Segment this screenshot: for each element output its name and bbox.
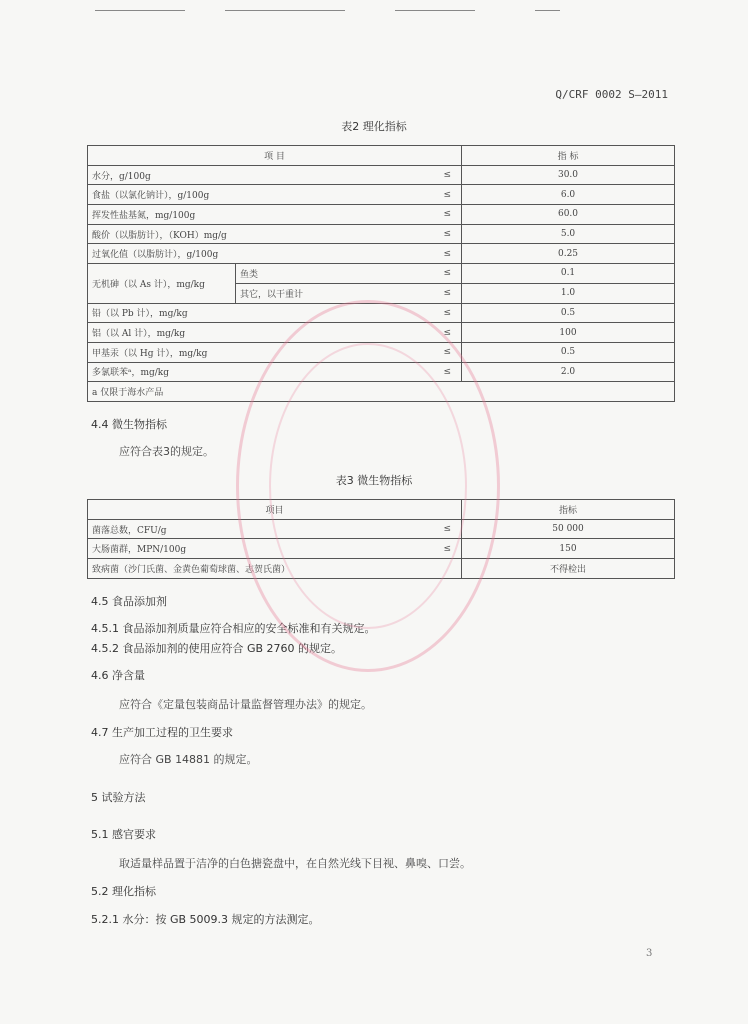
section-5-1-text: 取适量样品置于洁净的白色搪瓷盘中，在自然光线下目视、鼻嗅、口尝。	[119, 857, 471, 870]
header-item: 项目	[88, 500, 462, 520]
scan-edge-line	[95, 10, 185, 11]
table3-caption: 表3 微生物指标	[335, 474, 413, 487]
table-row: 水分，g/100g ≤ 30.0	[88, 165, 675, 185]
table-row: 菌落总数，CFU/g ≤ 50 000	[88, 519, 675, 539]
arsenic-label: 无机砷（以 As 计），mg/kg	[88, 264, 236, 303]
table-row: 酸价（以脂肪计），（KOH）mg/g ≤ 5.0	[88, 224, 675, 244]
standard-code: Q/CRF 0002 S—2011	[555, 88, 668, 101]
page-number: 3	[646, 948, 653, 959]
table-row: 铅（以 Pb 计），mg/kg ≤ 0.5	[88, 303, 675, 323]
section-4-5-2: 4.5.2 食品添加剂的使用应符合 GB 2760 的规定。	[91, 642, 343, 655]
header-value: 指标	[462, 500, 675, 520]
section-4-6-text: 应符合《定量包装商品计量监督管理办法》的规定。	[119, 698, 372, 711]
table-row: 无机砷（以 As 计），mg/kg 鱼类 ≤ 0.1	[88, 264, 675, 284]
table-row: 其它，以干重计 ≤ 1.0	[88, 283, 675, 303]
header-item: 项 目	[88, 146, 462, 166]
scan-edge-line	[395, 10, 475, 11]
section-4-4-text: 应符合表3的规定。	[119, 445, 214, 458]
scan-edge-line	[225, 10, 345, 11]
section-4-5-1: 4.5.1 食品添加剂质量应符合相应的安全标准和有关规定。	[91, 622, 376, 635]
table-row: 过氧化值（以脂肪计），g/100g ≤ 0.25	[88, 244, 675, 264]
table-row: 甲基汞（以 Hg 计），mg/kg ≤ 0.5	[88, 342, 675, 362]
section-4-4-heading: 4.4 微生物指标	[91, 418, 167, 431]
table2-caption: 表2 理化指标	[341, 120, 407, 133]
section-5-heading: 5 试验方法	[91, 791, 146, 804]
section-5-2-heading: 5.2 理化指标	[91, 885, 156, 898]
section-4-7-text: 应符合 GB 14881 的规定。	[119, 753, 258, 766]
section-5-1-heading: 5.1 感官要求	[91, 828, 156, 841]
table-row: 挥发性盐基氮，mg/100g ≤ 60.0	[88, 205, 675, 225]
table-header-row	[88, 146, 675, 166]
section-4-5-heading: 4.5 食品添加剂	[91, 595, 167, 608]
table-row: 致病菌（沙门氏菌、金黄色葡萄球菌、志贺氏菌） 不得检出	[88, 559, 675, 579]
official-seal-stamp	[236, 300, 500, 672]
header-value: 指 标	[462, 146, 675, 166]
table-row: 铝（以 Al 计），mg/kg ≤ 100	[88, 323, 675, 343]
table-footnote: a 仅限于海水产品	[88, 382, 675, 402]
section-5-2-1-text: 5.2.1 水分：按 GB 5009.3 规定的方法测定。	[91, 913, 320, 926]
section-4-6-heading: 4.6 净含量	[91, 669, 145, 682]
section-4-7-heading: 4.7 生产加工过程的卫生要求	[91, 726, 233, 739]
table-row: 多氯联苯ᵃ，mg/kg ≤ 2.0	[88, 362, 675, 382]
table-row: 大肠菌群，MPN/100g ≤ 150	[88, 539, 675, 559]
table-row: 食盐（以氯化钠计），g/100g ≤ 6.0	[88, 185, 675, 205]
scan-edge-line	[535, 10, 560, 11]
